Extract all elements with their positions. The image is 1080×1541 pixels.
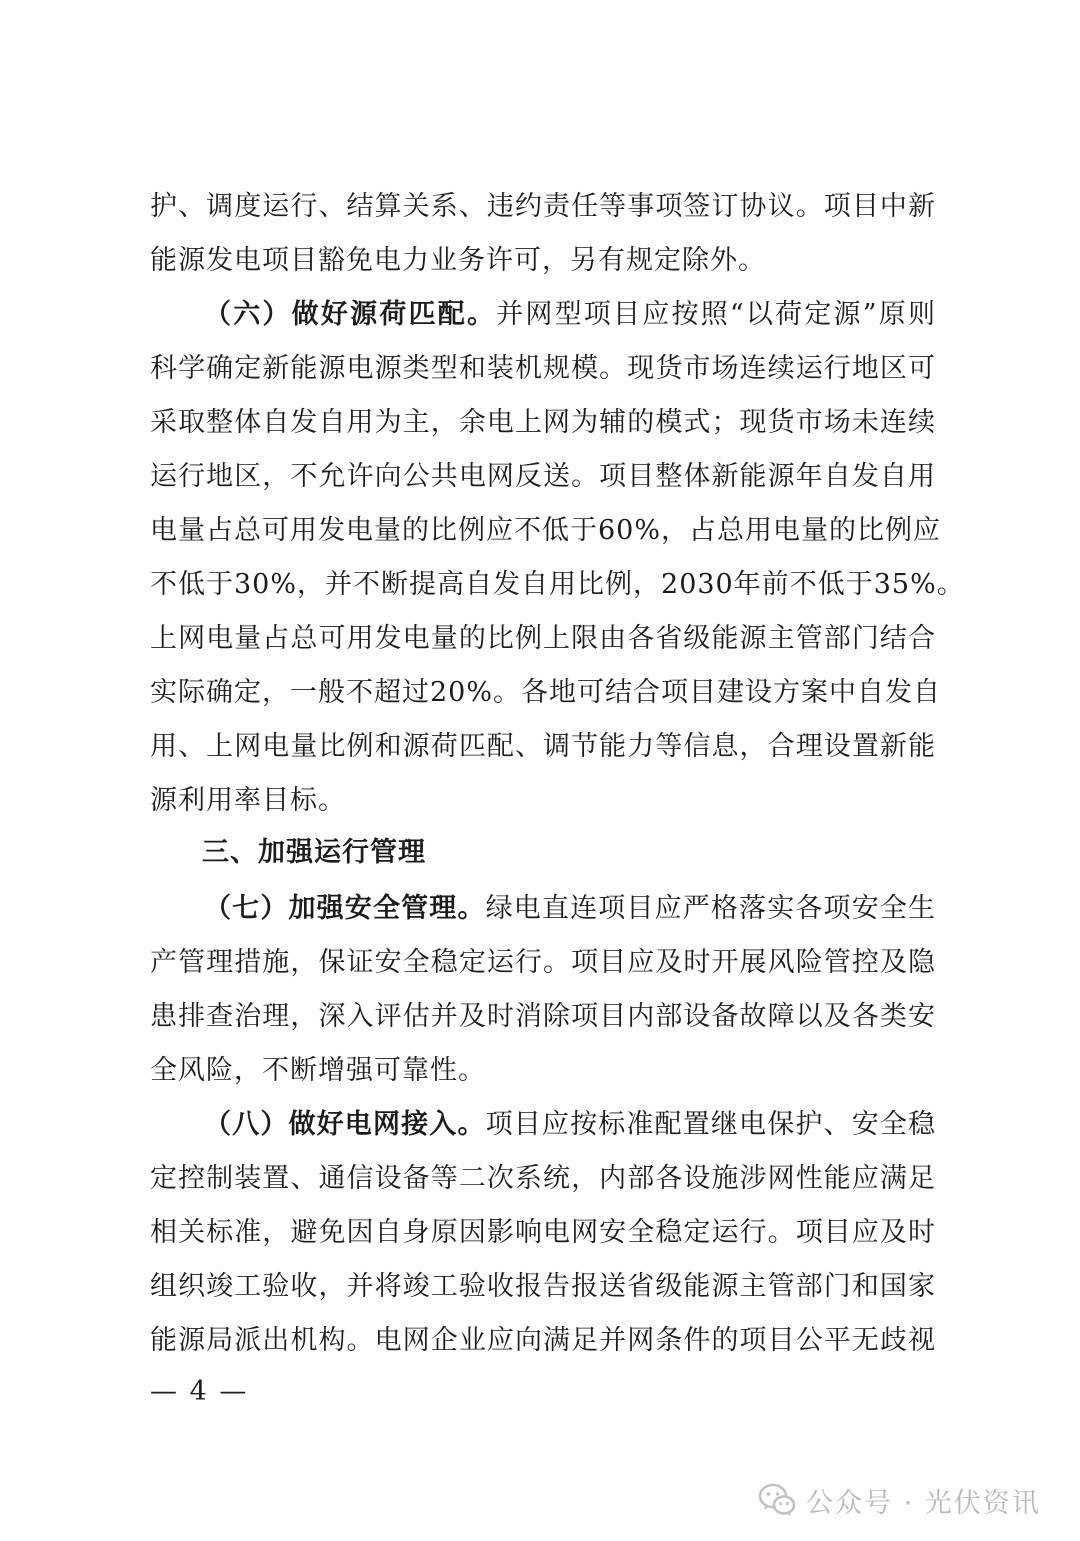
text-line: 患排查治理，深入评估并及时消除项目内部设备故障以及各类安: [150, 1001, 936, 1032]
page-number: — 4 —: [150, 1376, 249, 1407]
text-span: 绿电直连项目应严格落实各项安全生: [485, 893, 937, 924]
text-line: 运行地区，不允许向公共电网反送。项目整体新能源年自发自用: [150, 461, 936, 492]
section-lead-eight: （八）做好电网接入。: [204, 1109, 486, 1140]
text-line: 组织竣工验收，并将竣工验收报告报送省级能源主管部门和国家: [150, 1271, 936, 1302]
text-line: 不低于30%，并不断提高自发自用比例，2030年前不低于35%。: [150, 569, 965, 600]
text-line: 能源发电项目豁免电力业务许可，另有规定除外。: [150, 245, 766, 276]
text-line: 源利用率目标。: [150, 785, 346, 816]
wechat-icon: [758, 1483, 796, 1517]
text-line: 科学确定新能源电源类型和装机规模。现货市场连续运行地区可: [150, 353, 936, 384]
text-line: 电量占总可用发电量的比例应不低于60%，占总用电量的比例应: [150, 515, 942, 546]
text-line: 护、调度运行、结算关系、违约责任等事项签订协议。项目中新: [150, 191, 936, 222]
section-lead-six: （六）做好源荷匹配。: [204, 299, 497, 330]
section-heading: 三、加强运行管理: [202, 837, 426, 868]
text-line: 相关标准，避免因自身原因影响电网安全稳定运行。项目应及时: [150, 1217, 936, 1248]
text-line: 定控制装置、通信设备等二次系统，内部各设施涉网性能应满足: [150, 1163, 936, 1194]
section-lead-seven: （七）加强安全管理。: [204, 893, 486, 924]
text-span: 项目应按标准配置继电保护、安全稳: [485, 1109, 937, 1140]
text-line: [150, 882, 936, 936]
text-line: [150, 1098, 936, 1152]
document-body-continued: [150, 882, 936, 1368]
text-line: [150, 288, 936, 342]
text-line: 实际确定，一般不超过20%。各地可结合项目建设方案中自发自: [150, 677, 942, 708]
watermark-text: 公众号 · 光伏资讯: [806, 1487, 1041, 1519]
text-line: 采取整体自发自用为主，余电上网为辅的模式；现货市场未连续: [150, 407, 936, 438]
text-line: 产管理措施，保证安全稳定运行。项目应及时开展风险管控及隐: [150, 947, 936, 978]
text-line: 全风险，不断增强可靠性。: [150, 1055, 486, 1086]
text-line: 上网电量占总可用发电量的比例上限由各省级能源主管部门结合: [150, 623, 936, 654]
text-line: 用、上网电量比例和源荷匹配、调节能力等信息，合理设置新能: [150, 731, 936, 762]
watermark: [758, 1478, 1041, 1522]
text-line: 能源局派出机构。电网企业应向满足并网条件的项目公平无歧视: [150, 1325, 936, 1356]
text-span: 并网型项目应按照“以荷定源”原则: [496, 299, 936, 330]
document-body: [150, 180, 965, 828]
